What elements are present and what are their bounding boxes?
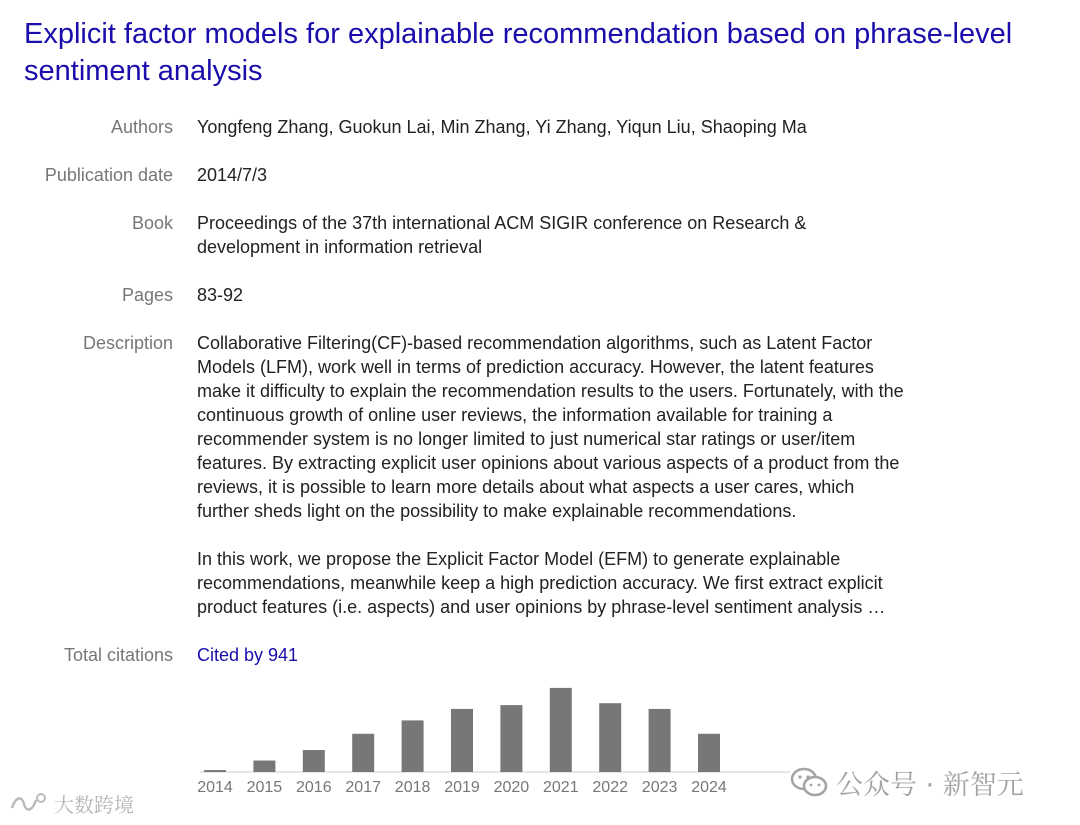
chart-tick-label-2014: 2014: [197, 779, 233, 796]
book-line: Proceedings of the 37th international ACM SIGIR conference on Research &: [197, 213, 807, 233]
chart-bar-2020[interactable]: [500, 705, 522, 772]
watermark-left-text: 大数跨境: [54, 792, 134, 817]
chart-tick-label-2016: 2016: [296, 779, 332, 796]
chart-tick-label-2018: 2018: [394, 779, 431, 796]
chart-bar-2017[interactable]: [352, 734, 374, 772]
description-paragraph-1: [197, 331, 904, 523]
wechat-icon: [790, 766, 828, 798]
authors-value: Yongfeng Zhang, Guokun Lai, Min Zhang, Yi Zhang, Yiqun Liu, Shaoping Ma: [197, 117, 807, 137]
authors-label: Authors: [110, 117, 173, 137]
chart-bar-2024[interactable]: [698, 734, 720, 772]
description-line: In this work, we propose the Explicit Factor Model (EFM) to generate explainable: [197, 549, 841, 569]
description-line: recommendations, meanwhile keep a high prediction accuracy. We first extract explicit: [197, 573, 883, 593]
chart-bar-2021[interactable]: [550, 688, 572, 772]
cited-by-link[interactable]: Cited by 941: [197, 645, 299, 665]
description-line: recommender system is no longer limited to just numerical star ratings or user/item: [197, 429, 856, 449]
book-line: development in information retrieval: [197, 237, 483, 257]
description-line: make it difficulty to explain the recommendation results to the users. Fortunately, with the: [197, 381, 904, 401]
chart-bar-2019[interactable]: [451, 709, 473, 772]
book-label: Book: [131, 213, 173, 233]
chart-bar-2018[interactable]: [402, 720, 424, 772]
description-value: [197, 331, 904, 619]
chart-tick-label-2017: 2017: [345, 779, 381, 796]
chart-bar-2016[interactable]: [303, 750, 325, 772]
description-label: Description: [82, 333, 173, 353]
chart-tick-label-2022: 2022: [592, 779, 628, 796]
chart-bar-2022[interactable]: [599, 703, 621, 772]
pages-value: 83-92: [197, 285, 244, 305]
chart-tick-label-2021: 2021: [543, 779, 579, 796]
chart-tick-label-2020: 2020: [493, 779, 530, 796]
logo-icon: [8, 790, 48, 816]
chart-tick-label-2019: 2019: [444, 779, 480, 796]
book-value: [197, 211, 806, 259]
article-title[interactable]: Explicit factor models for explainable recommendation based on phrase-level sentiment analysis: [24, 18, 1013, 87]
description-line: features. By extracting explicit user opinions about various aspects of a product from the: [197, 453, 900, 473]
description-line: continuous growth of online user reviews, the information available for training a: [197, 405, 833, 425]
description-paragraph-2: [197, 547, 904, 619]
watermark-right-text: 公众号 · 新智元: [836, 769, 1024, 801]
pages-label: Pages: [121, 285, 173, 305]
description-line: Collaborative Filtering(CF)-based recommendation algorithms, such as Latent Factor: [197, 333, 873, 353]
chart-tick-label-2024: 2024: [691, 779, 727, 796]
citations-bar-chart: [190, 676, 790, 806]
chart-bar-2023[interactable]: [649, 709, 671, 772]
chart-tick-label-2015: 2015: [246, 779, 283, 796]
corner-watermark: [8, 788, 134, 818]
description-line: Models (LFM), work well in terms of prediction accuracy. However, the latent features: [197, 357, 874, 377]
wechat-watermark: [790, 762, 1024, 802]
description-line: further sheds light on the possibility to make explainable recommendations.: [197, 501, 797, 521]
chart-tick-label-2023: 2023: [641, 779, 678, 796]
chart-bar-2014[interactable]: [204, 770, 226, 772]
description-line: product features (i.e. aspects) and user opinions by phrase-level sentiment analysis …: [197, 597, 886, 617]
chart-bar-2015[interactable]: [253, 761, 275, 772]
description-line: reviews, it is possible to learn more details about what aspects a user cares, which: [197, 477, 855, 497]
publication-date-label: Publication date: [44, 165, 173, 185]
publication-date-value: 2014/7/3: [197, 165, 268, 185]
citations-label: Total citations: [63, 645, 173, 665]
